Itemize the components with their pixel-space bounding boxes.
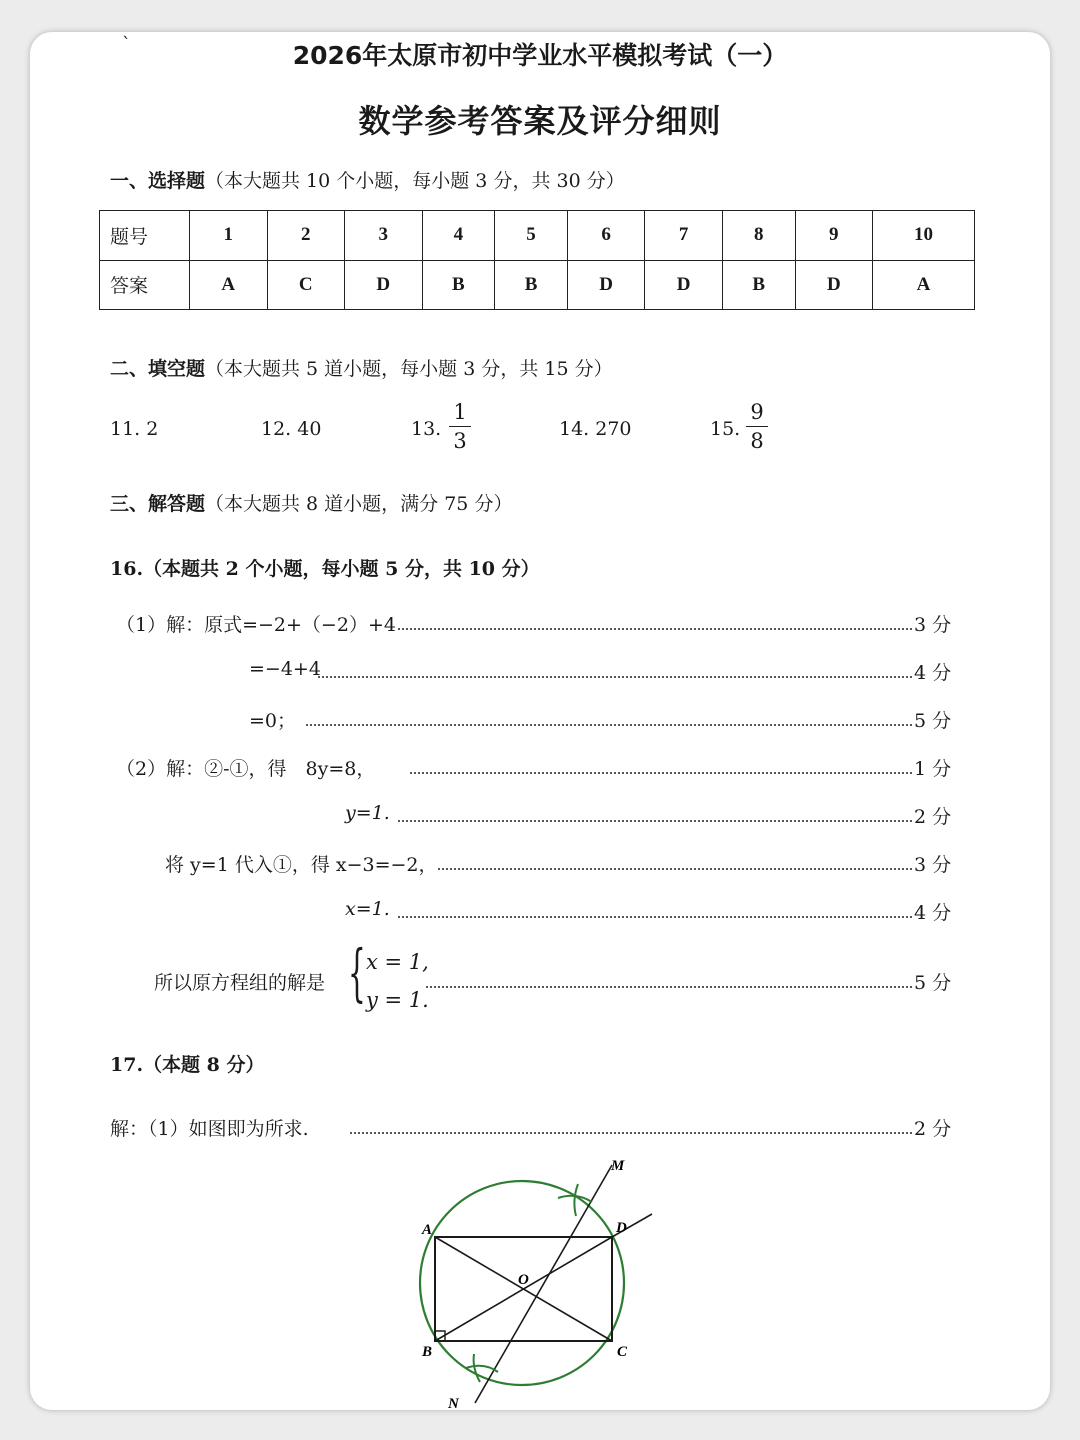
answer-header: 答案 [100, 260, 190, 310]
step-line: y=1. [345, 802, 390, 824]
section-3-heading [110, 489, 512, 516]
stray-tick-mark: ` [122, 34, 131, 55]
question-number-cell: 7 [645, 211, 723, 261]
dot-leader [426, 986, 912, 988]
fraction-denominator: 3 [453, 429, 467, 453]
question-number-row [100, 211, 975, 261]
label-o: O [518, 1272, 529, 1288]
construction-arc [574, 1184, 578, 1216]
score-label: 2 分 [914, 1118, 952, 1140]
step-line: （1）解：原式=−2+（−2）+4 [116, 614, 396, 636]
answer-cell: B [422, 260, 495, 310]
question-number-cell: 5 [495, 211, 568, 261]
answer-row [100, 260, 975, 310]
label-b: B [422, 1344, 433, 1360]
section-3-title: 三、解答题 [110, 493, 206, 515]
exam-title: 2026年太原市初中学业水平模拟考试（一） [292, 41, 788, 70]
question-number-cell: 1 [190, 211, 268, 261]
equation-system-brace: { [348, 936, 366, 1009]
step-line: 解：（1）如图即为所求. [110, 1118, 309, 1140]
question-number-cell: 9 [795, 211, 873, 261]
fill-answer-14: 14. 270 [559, 418, 632, 440]
fraction-nine-eighths [746, 400, 768, 453]
answer-cell: C [267, 260, 345, 310]
answer-cell: A [190, 260, 268, 310]
section-3-note: （本大题共 8 道小题，满分 75 分） [205, 493, 513, 515]
solution-x: x = 1, [366, 950, 429, 974]
answer-cell: D [567, 260, 645, 310]
question-number-cell: 10 [873, 211, 975, 261]
dot-leader [398, 628, 912, 630]
question-16-heading: 16.（本题共 2 个小题，每小题 5 分，共 10 分） [110, 558, 540, 580]
answer-cell: D [345, 260, 423, 310]
answer-sheet-page [30, 32, 1050, 1410]
dot-leader [318, 676, 912, 678]
step-line: 将 y=1 代入①，得 x−3=−2， [165, 854, 438, 876]
label-a: A [422, 1222, 433, 1238]
solution-y: y = 1. [366, 988, 429, 1012]
label-m: M [611, 1158, 625, 1174]
dot-leader [306, 724, 912, 726]
question-number-header: 题号 [100, 211, 190, 261]
section-2-heading [110, 354, 613, 381]
answer-cell: B [722, 260, 795, 310]
score-label: 3 分 [914, 854, 952, 876]
answer-cell: A [873, 260, 975, 310]
question-17-heading: 17.（本题 8 分） [110, 1054, 265, 1076]
question-number-cell: 3 [345, 211, 423, 261]
dot-leader [410, 772, 912, 774]
answer-cell: D [645, 260, 723, 310]
fill-answer-11: 11. 2 [110, 418, 159, 440]
score-label: 4 分 [914, 902, 952, 924]
fraction-bar [449, 426, 471, 427]
section-1-note: （本大题共 10 个小题，每小题 3 分，共 30 分） [205, 170, 625, 192]
score-label: 3 分 [914, 614, 952, 636]
score-label: 4 分 [914, 662, 952, 684]
label-d: D [616, 1220, 627, 1236]
question-number-cell: 2 [267, 211, 345, 261]
score-label: 5 分 [914, 972, 952, 994]
score-label: 5 分 [914, 710, 952, 732]
answer-cell: D [795, 260, 873, 310]
question-number-cell: 8 [722, 211, 795, 261]
step-line: x=1. [345, 898, 390, 920]
step-line: =−4+4 [249, 658, 321, 680]
section-2-note: （本大题共 5 道小题，每小题 3 分，共 15 分） [205, 358, 613, 380]
rectangle-circle-figure [408, 1154, 688, 1410]
score-label: 1 分 [914, 758, 952, 780]
construction-arc [474, 1354, 480, 1382]
dot-leader [350, 1132, 912, 1134]
dot-leader [398, 820, 912, 822]
fill-answer-13-label: 13. [411, 418, 442, 440]
answer-key-title: 数学参考答案及评分细则 [358, 102, 722, 140]
answer-cell: B [495, 260, 568, 310]
multiple-choice-answer-table [99, 210, 975, 310]
fraction-denominator: 8 [750, 429, 764, 453]
fraction-numerator: 1 [453, 400, 467, 424]
fraction-numerator: 9 [750, 400, 764, 424]
question-number-cell: 4 [422, 211, 495, 261]
fraction-one-third [449, 400, 471, 453]
step-line: （2）解：②-①，得 8y=8， [116, 758, 376, 780]
label-n: N [448, 1396, 459, 1410]
fraction-bar [746, 426, 768, 427]
fill-answer-15-label: 15. [710, 418, 741, 440]
label-c: C [617, 1344, 628, 1360]
final-answer-text: 所以原方程组的解是 [154, 972, 326, 994]
step-line: =0； [249, 710, 297, 732]
fill-answer-12: 12. 40 [261, 418, 322, 440]
section-1-heading [110, 166, 625, 193]
section-1-title: 一、选择题 [110, 170, 206, 192]
question-number-cell: 6 [567, 211, 645, 261]
section-2-title: 二、填空题 [110, 358, 206, 380]
score-label: 2 分 [914, 806, 952, 828]
dot-leader [398, 916, 912, 918]
dot-leader [438, 868, 912, 870]
